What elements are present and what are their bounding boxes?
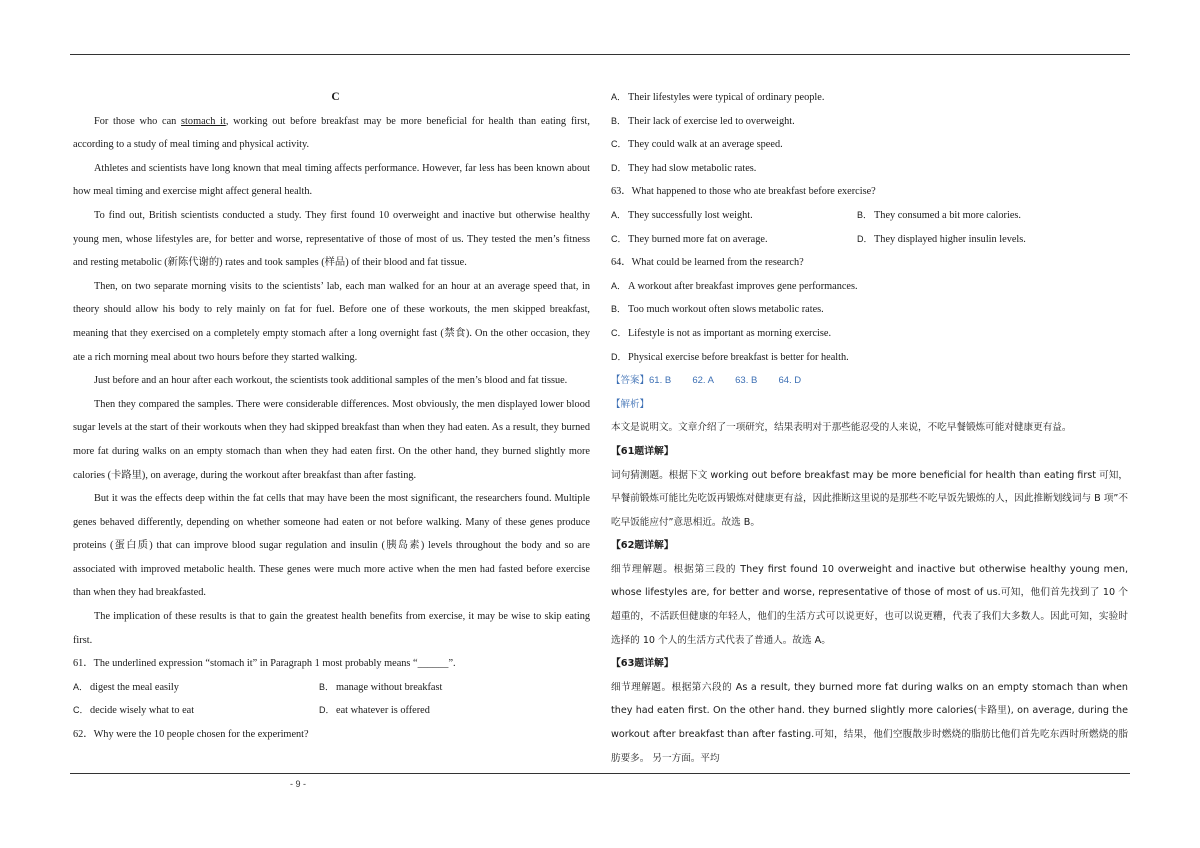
question-64-option-a [611,275,1128,299]
passage-paragraph-8: The implication of these results is that to gain the greatest health benefits from exercise, it may be wise to skip eating first. [73,611,590,646]
option-text: Lifestyle is not as important as morning exercise. [628,327,832,339]
question-61-options-row-2 [73,699,590,723]
question-61-options-row-1 [73,676,590,700]
question-62-option-d [611,157,1128,181]
footer-rule [70,773,1130,774]
option-letter: B． [857,209,873,220]
question-64-option-c [611,322,1128,346]
question-61-option-b [319,676,565,700]
option-text: manage without breakfast [336,681,443,693]
answer-label: 【答案】 [611,375,650,387]
header-rule [70,54,1130,55]
option-letter: D． [319,705,335,716]
answer-key [611,369,1128,393]
question-63-stem: 63．What happened to those who ate breakfast before exercise? [611,186,876,198]
answer-61: 61. B [649,375,672,387]
question-63-option-d [857,228,1103,252]
analysis-62-text: 细节理解题。根据第三段的 They first found 10 overweight and inactive but otherwise healthy young men, whose lifestyles are, for better and worse, representative of those of most of us.可知，他们首先找到了 10 个超重的，不活跃但健康的年轻人，他们的生活方式可以说更好，也可以说更糟，代表了我们大多数人。因此可知，实验时选择的 10 个人的生活方式代表了普通人。故选 A。 [611,563,1128,646]
question-61-option-c [73,699,319,723]
question-62-option-a [611,86,1128,110]
question-61-stem: 61．The underlined expression “stomach it” in Paragraph 1 most probably means “______”. [73,658,456,670]
question-63-option-b [857,204,1103,228]
right-column [611,86,1128,770]
answer-62: 62. A [692,375,714,387]
passage-paragraph-2: Athletes and scientists have long known that meal timing affects performance. However, far less has been known about how meal timing and exercise might affect general health. [73,162,590,198]
option-text: They consumed a bit more calories. [874,209,1021,221]
option-text: Too much workout often slows metabolic rates. [628,304,824,316]
passage-paragraph-1 [73,110,590,157]
analysis-61-text: 词句猜测题。根据下文 working out before breakfast may be more beneficial for health than eating first 可知，早餐前锻炼可能比先吃饭再锻炼对健康更有益，因此推断这里说的是那些不吃早饭先锻炼的人，因此推断划线词与 B 项”不吃早饭能应付”意思相近。故选 B。 [611,469,1128,528]
option-text: eat whatever is offered [336,705,430,717]
left-column [73,86,590,747]
passage-paragraph-4: Then, on two separate morning visits to the scientists’ lab, each man walked for an hour at an average speed that, in theory should allow his body to rely mainly on fat for fuel. Before one of these workouts, the men skipped breakfast, meaning that they exercised on a completely empty stomach after a long overnight fast (禁食). On the other occasion, they ate a rich morning meal about two hours before they started walking. [73,280,590,363]
answer-64: 64. D [778,375,802,387]
option-letter: A． [73,681,89,692]
question-61-option-d [319,699,565,723]
question-63-options-row-2 [611,228,1128,252]
question-63-options-row-1 [611,204,1128,228]
answer-63: 63. B [735,375,758,387]
question-63-option-a [611,204,857,228]
option-letter: C． [611,327,627,338]
analysis-61-heading: 【61题详解】 [611,445,674,457]
option-text: They displayed higher insulin levels. [874,233,1026,245]
analysis-63-heading: 【63题详解】 [611,658,674,670]
option-letter: D． [611,351,627,362]
option-letter: A． [611,92,627,102]
passage-paragraph-7: But it was the effects deep within the fat cells that may have been the most significant, the researchers found. Multiple genes behaved differently, depending on whether someone had eaten or not before walking. Many of these genes produce proteins (蛋白质) that can improve blood sugar regulation and insulin (胰岛素) levels throughout the body and so are associated with improved metabolic health. These genes were much more active when the men had fasted before exercise than when they had breakfasted. [73,493,590,599]
option-letter: B． [611,115,627,126]
question-64-stem: 64．What could be learned from the research? [611,257,804,269]
question-63-option-c [611,228,857,252]
page-number: - 9 - [290,779,307,789]
option-text: They successfully lost weight. [628,209,753,221]
question-62-option-b [611,110,1128,134]
analysis-63-text: 细节理解题。根据第六段的 As a result, they burned more fat during walks on an empty stomach than when they had eaten first. On the other hand. they burned slightly more calories(卡路里), on average, during the workout after breakfast than after fasting.可知，结果，他们空腹散步时燃烧的脂肪比他们首先吃东西时所燃烧的脂肪要多。 另一方面。平均 [611,681,1128,764]
option-text: Their lack of exercise led to overweight. [628,115,795,127]
option-text: digest the meal easily [90,681,179,693]
p1-text-before: For those who can [94,115,182,127]
analysis-intro: 本文是说明文。文章介绍了一项研究，结果表明对于那些能忍受的人来说，不吃早餐锻炼可能对健康更有益。 [611,422,1072,434]
option-letter: A． [611,280,627,291]
option-text: Their lifestyles were typical of ordinary people. [628,92,825,103]
question-62-stem: 62．Why were the 10 people chosen for the experiment? [73,729,309,741]
option-letter: B． [611,304,627,315]
question-62-option-c [611,133,1128,157]
option-letter: A． [611,209,627,220]
question-61-option-a [73,676,319,700]
option-text: They could walk at an average speed. [628,139,783,151]
underlined-expression: stomach it [181,115,226,127]
option-text: They burned more fat on average. [628,233,768,245]
option-letter: D． [611,162,627,173]
option-text: decide wisely what to eat [90,705,195,717]
option-letter: D． [857,233,873,244]
analysis-62-heading: 【62题详解】 [611,540,674,552]
option-letter: C． [611,233,627,244]
option-text: Physical exercise before breakfast is better for health. [628,351,849,363]
option-letter: C． [611,139,627,150]
question-64-option-b [611,298,1128,322]
option-letter: C． [73,705,89,716]
passage-paragraph-6: Then they compared the samples. There were considerable differences. Most obviously, the men displayed lower blood sugar levels at the start of their workouts when they had skipped breakfast than when they had eaten. As a result, they burned more fat during walks on an empty stomach than when they had eaten first. On the other hand, they burned slightly more calories (卡路里), on average, during the workout after breakfast than after fasting. [73,398,590,481]
passage-paragraph-3: To find out, British scientists conducted a study. They first found 10 overweight and inactive but otherwise healthy young men, whose lifestyles are, for better and worse, representative of those of most of us. They tested the men’s fitness and resting metabolic (新陈代谢的) rates and took samples (样品) of their blood and fat tissue. [73,209,590,269]
question-64-option-d [611,346,1128,370]
passage-paragraph-5: Just before and an hour after each workout, the scientists took additional samples of the men’s blood and fat tissue. [94,375,568,387]
option-text: They had slow metabolic rates. [628,162,757,174]
analysis-label: 【解析】 [611,398,650,410]
option-letter: B． [319,681,335,692]
option-text: A workout after breakfast improves gene performances. [628,280,858,292]
section-heading: C [331,91,340,103]
p1-text-after: , working out before breakfast may be more beneficial for health than eating first, according to a study of meal timing and physical activity. [73,115,590,151]
